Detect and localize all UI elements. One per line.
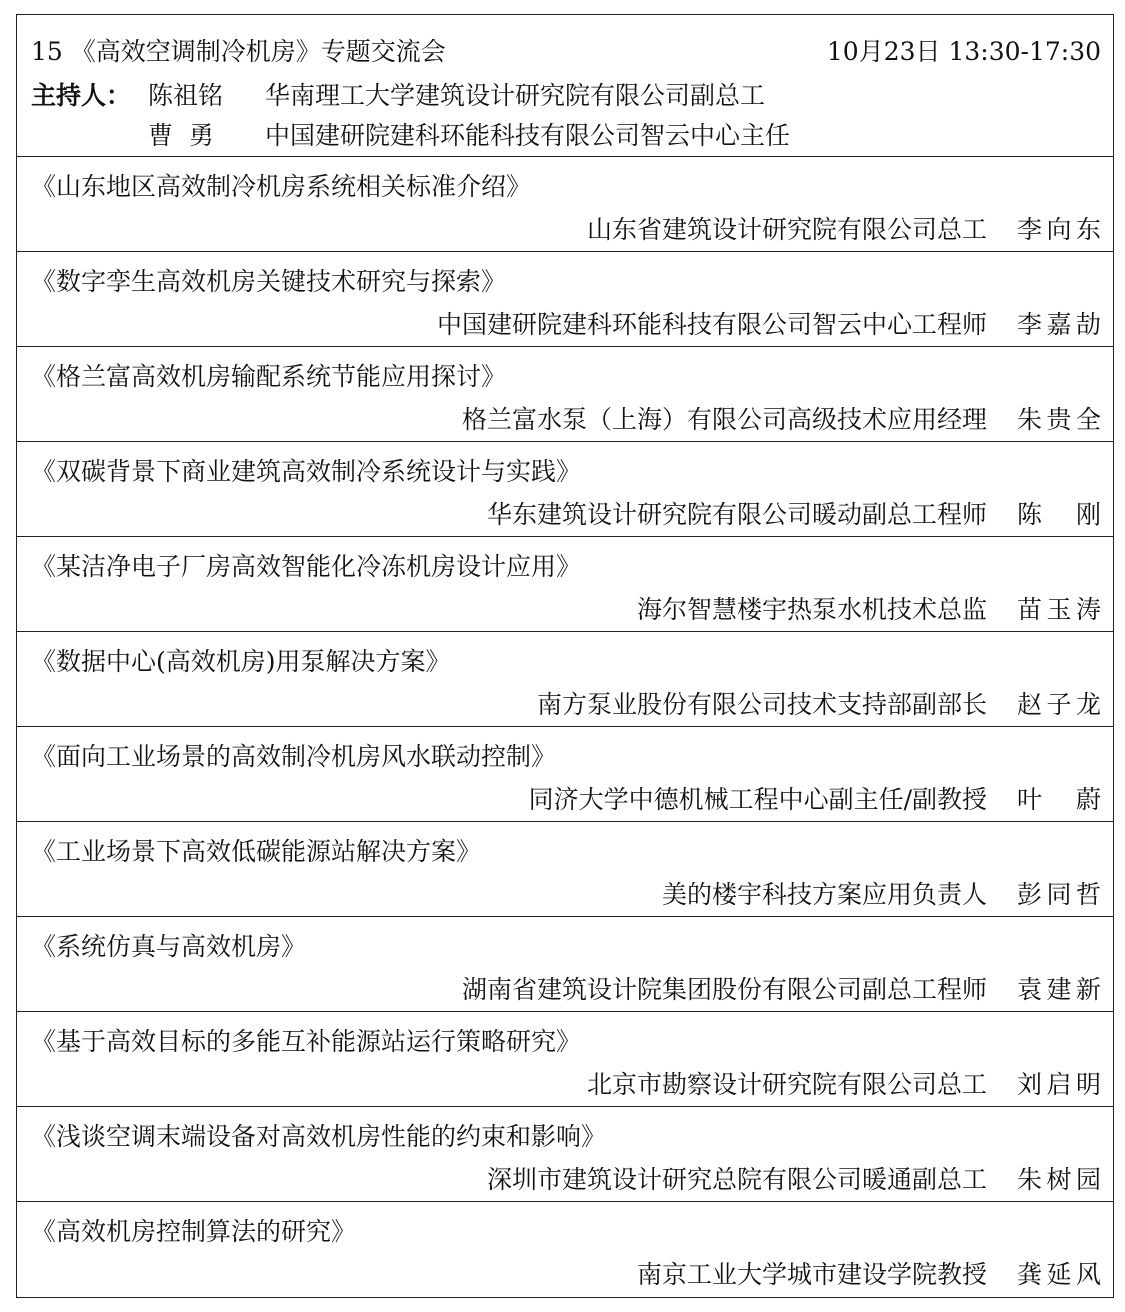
- talk-list: [17, 157, 1113, 1297]
- talk-speaker-line: [462, 975, 1101, 1005]
- host-org: 中国建研院建科环能科技有限公司智云中心主任: [265, 121, 791, 150]
- talk-speaker-line: [437, 310, 1101, 340]
- talk-row: [17, 822, 1113, 917]
- talk-row: [17, 347, 1113, 442]
- talk-speaker-line: [487, 1165, 1101, 1195]
- talk-title: 《基于高效目标的多能互补能源站运行策略研究》: [31, 1027, 582, 1056]
- speaker-affiliation: 美的楼宇科技方案应用负责人: [661, 880, 987, 909]
- speaker-name: 苗玉涛: [1017, 595, 1101, 624]
- talk-row: [17, 157, 1113, 252]
- speaker-affiliation: 格兰富水泵（上海）有限公司高级技术应用经理: [461, 405, 987, 434]
- talk-title: 《某洁净电子厂房高效智能化冷冻机房设计应用》: [31, 552, 582, 581]
- talk-title: 《格兰富高效机房输配系统节能应用探讨》: [31, 362, 507, 391]
- session-time: 10月23日 13:30-17:30: [826, 37, 1101, 66]
- talk-row: [17, 917, 1113, 1012]
- talk-title: 《浅谈空调末端设备对高效机房性能的约束和影响》: [31, 1122, 607, 1151]
- talk-row: [17, 537, 1113, 632]
- speaker-name: 李向东: [1017, 215, 1101, 244]
- talk-title: 《山东地区高效制冷机房系统相关标准介绍》: [31, 172, 532, 201]
- speaker-name: 刘启明: [1017, 1070, 1101, 1099]
- session-title: 15 《高效空调制冷机房》专题交流会: [31, 37, 446, 66]
- host-row-1: [31, 81, 1101, 111]
- talk-speaker-line: [529, 785, 1101, 815]
- talk-speaker-line: [487, 500, 1101, 530]
- talk-speaker-line: [537, 690, 1101, 720]
- speaker-affiliation: 深圳市建筑设计研究总院有限公司暖通副总工: [486, 1165, 987, 1194]
- agenda-table: [16, 14, 1114, 1298]
- speaker-affiliation: 同济大学中德机械工程中心副主任/副教授: [528, 785, 987, 814]
- talk-row: [17, 727, 1113, 822]
- talk-row: [17, 1107, 1113, 1202]
- speaker-affiliation: 南京工业大学城市建设学院教授: [636, 1260, 987, 1289]
- talk-row: [17, 632, 1113, 727]
- speaker-name: 朱树园: [1017, 1165, 1101, 1194]
- host-row-2: [31, 121, 1101, 151]
- speaker-affiliation: 华东建筑设计研究院有限公司暖动副总工程师: [486, 500, 987, 529]
- talk-title: 《双碳背景下商业建筑高效制冷系统设计与实践》: [31, 457, 582, 486]
- talk-title: 《系统仿真与高效机房》: [31, 932, 307, 961]
- speaker-name: 彭同哲: [1017, 880, 1101, 909]
- talk-title: 《工业场景下高效低碳能源站解决方案》: [31, 837, 482, 866]
- host-label: 主持人：: [31, 81, 132, 110]
- talk-speaker-line: [662, 880, 1101, 910]
- speaker-name: 袁建新: [1017, 975, 1101, 1004]
- speaker-name: 朱贵全: [1017, 405, 1101, 434]
- talk-title: 《面向工业场景的高效制冷机房风水联动控制》: [31, 742, 557, 771]
- talk-title: 《数字孪生高效机房关键技术研究与探索》: [31, 267, 507, 296]
- talk-speaker-line: [462, 405, 1101, 435]
- speaker-name: 陈 刚: [1017, 500, 1101, 529]
- speaker-affiliation: 中国建研院建科环能科技有限公司智云中心工程师: [436, 310, 987, 339]
- session-header: [17, 15, 1113, 157]
- speaker-affiliation: 海尔智慧楼宇热泵水机技术总监: [636, 595, 987, 624]
- talk-title: 《数据中心(高效机房)用泵解决方案》: [31, 647, 451, 676]
- speaker-affiliation: 南方泵业股份有限公司技术支持部副部长: [536, 690, 987, 719]
- speaker-name: 李嘉劼: [1017, 310, 1101, 339]
- speaker-name: 赵子龙: [1017, 690, 1101, 719]
- host-name: 曹 勇: [148, 121, 214, 150]
- speaker-affiliation: 山东省建筑设计研究院有限公司总工: [586, 215, 987, 244]
- host-org: 华南理工大学建筑设计研究院有限公司副总工: [265, 81, 766, 110]
- host-name: 陈祖铭: [148, 81, 224, 110]
- talk-speaker-line: [637, 595, 1101, 625]
- talk-speaker-line: [637, 1260, 1101, 1290]
- talk-row: [17, 1202, 1113, 1297]
- talk-row: [17, 1012, 1113, 1107]
- talk-speaker-line: [587, 215, 1101, 245]
- speaker-name: 叶 蔚: [1017, 785, 1101, 814]
- talk-row: [17, 252, 1113, 347]
- speaker-affiliation: 湖南省建筑设计院集团股份有限公司副总工程师: [461, 975, 987, 1004]
- talk-row: [17, 442, 1113, 537]
- talk-speaker-line: [587, 1070, 1101, 1100]
- speaker-name: 龚延风: [1017, 1260, 1101, 1289]
- speaker-affiliation: 北京市勘察设计研究院有限公司总工: [586, 1070, 987, 1099]
- talk-title: 《高效机房控制算法的研究》: [31, 1217, 357, 1246]
